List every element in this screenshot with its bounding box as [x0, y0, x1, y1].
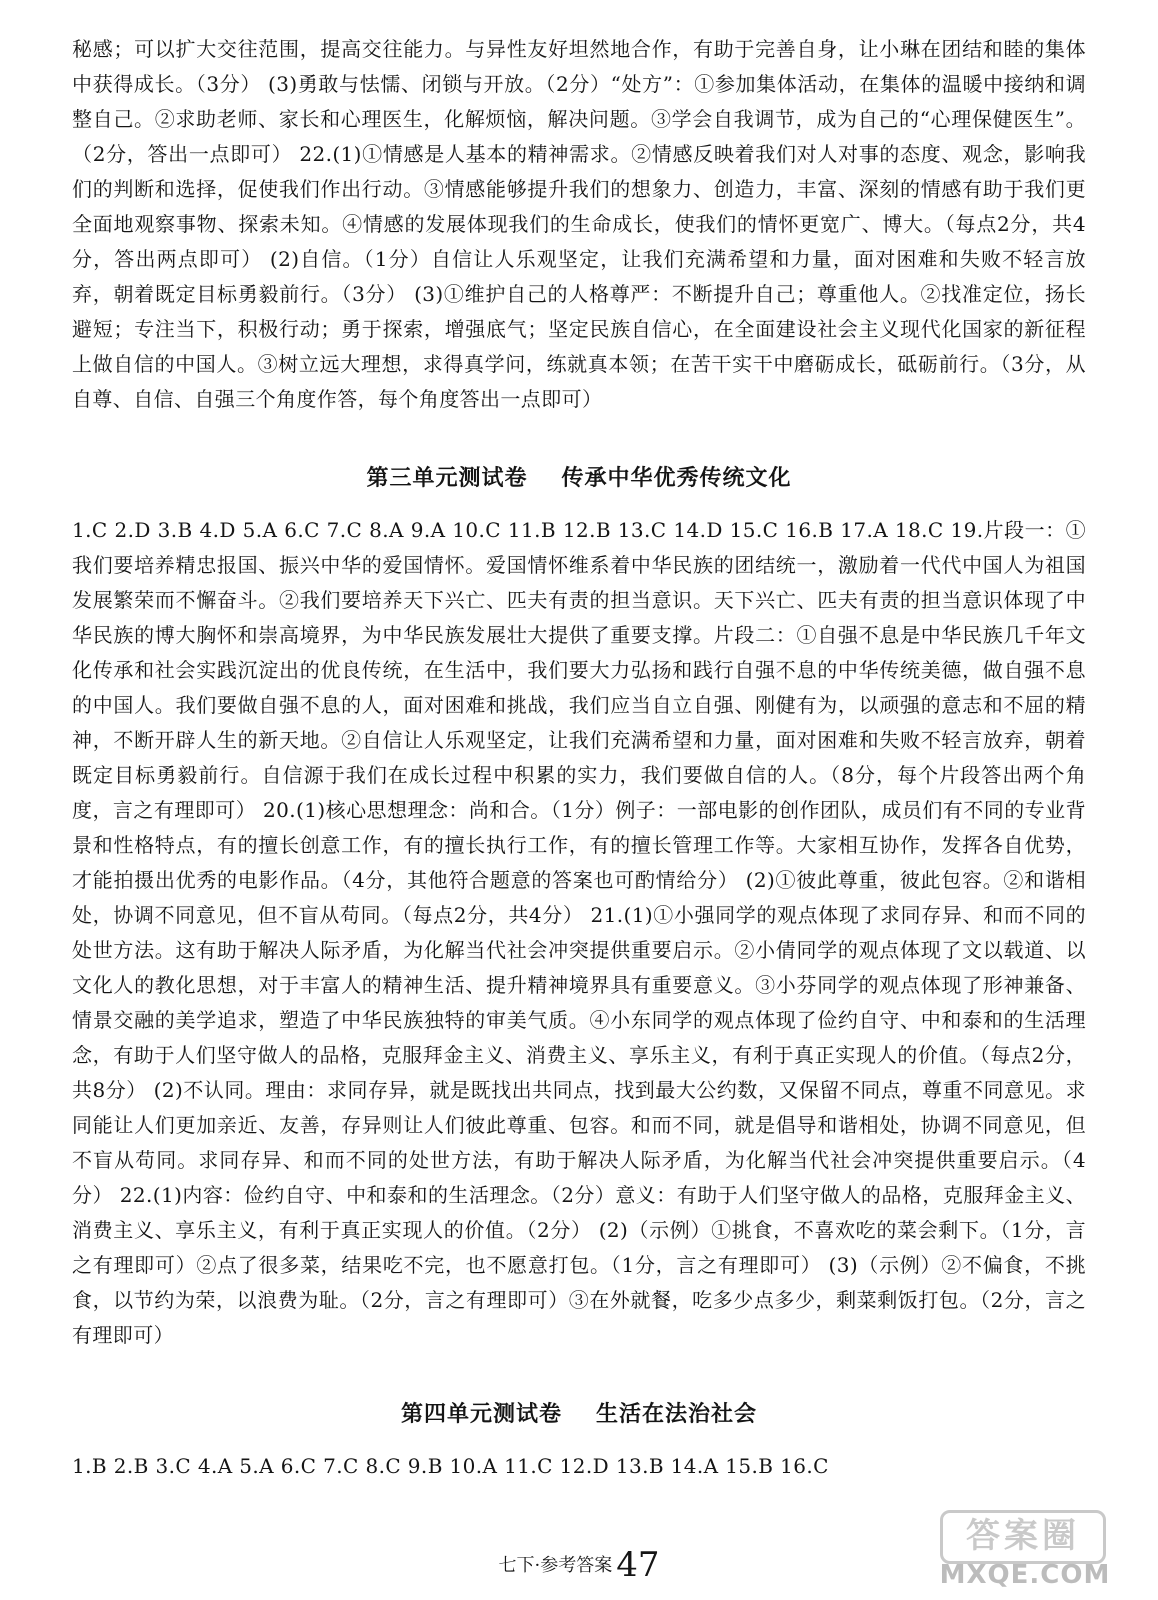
watermark-logo-text: 答案圈: [940, 1510, 1106, 1564]
section-title-unit4: [0, 1397, 1158, 1428]
section-title-unit3-topic: 传承中华优秀传统文化: [561, 465, 792, 491]
section-title-unit4-topic: 生活在法治社会: [596, 1401, 758, 1427]
watermark-logo: [930, 1510, 1120, 1592]
footer-label: 七下·参考答案: [498, 1555, 613, 1576]
page-number: 47: [616, 1545, 660, 1585]
answer-paragraph-unit2-continued: 秘感；可以扩大交往范围，提高交往能力。与异性友好坦然地合作，有助于完善自身，让小琳在团结和睦的集体中获得成长。（3分） (3)勇敢与怯懦、闭锁与开放。（2分）“处方”：①参加集体活动，在集体的温暖中接纳和调整自己。②求助老师、家长和心理医生，化解烦恼，解决问题。③学会自我调节，成为自己的“心理保健医生”。（2分，答出一点即可） 22.(1)①情感是人基本的精神需求。②情感反映着我们对人对事的态度、观念，影响我们的判断和选择，促使我们作出行动。③情感能够提升我们的想象力、创造力，丰富、深刻的情感有助于我们更全面地观察事物、探索未知。④情感的发展体现我们的生命成长，使我们的情怀更宽广、博大。（每点2分，共4分，答出两点即可） (2)自信。（1分）自信让人乐观坚定，让我们充满希望和力量，面对困难和失败不轻言放弃，朝着既定目标勇毅前行。（3分） (3)①维护自己的人格尊严：不断提升自己；尊重他人。②找准定位，扬长避短；专注当下，积极行动；勇于探索，增强底气；坚定民族自信心，在全面建设社会主义现代化国家的新征程上做自信的中国人。③树立远大理想，求得真学问，练就真本领；在苦干实干中磨砺成长，砥砺前行。（3分，从自尊、自信、自强三个角度作答，每个角度答出一点即可）: [72, 37, 1086, 411]
section-title-unit3-label: 第三单元测试卷: [366, 465, 528, 491]
watermark-domain: MXQE.COM: [939, 1560, 1111, 1590]
section-title-unit4-label: 第四单元测试卷: [400, 1401, 562, 1427]
answer-paragraph-unit3: 1.C 2.D 3.B 4.D 5.A 6.C 7.C 8.A 9.A 10.C 11.B 12.B 13.C 14.D 15.C 16.B 17.A 18.C 19.片段一：①我们要培养精忠报国、振兴中华的爱国情怀。爱国情怀维系着中华民族的团结统一，激励着一代代中国人为祖国发展繁荣而不懈奋斗。②我们要培养天下兴亡、匹夫有责的担当意识。天下兴亡、匹夫有责的担当意识体现了中华民族的博大胸怀和崇高境界，为中华民族发展壮大提供了重要支撑。片段二：①自强不息是中华民族几千年文化传承和社会实践沉淀出的优良传统，在生活中，我们要大力弘扬和践行自强不息的中华传统美德，做自强不息的中国人。我们要做自强不息的人，面对困难和挑战，我们应当自立自强、刚健有为，以顽强的意志和不屈的精神，不断开辟人生的新天地。②自信让人乐观坚定，让我们充满希望和力量，面对困难和失败不轻言放弃，朝着既定目标勇毅前行。自信源于我们在成长过程中积累的实力，我们要做自信的人。（8分，每个片段答出两个角度，言之有理即可） 20.(1)核心思想理念：尚和合。（1分）例子：一部电影的创作团队，成员们有不同的专业背景和性格特点，有的擅长创意工作，有的擅长执行工作，有的擅长管理工作等。大家相互协作，发挥各自优势，才能拍摄出优秀的电影作品。（4分，其他符合题意的答案也可酌情给分） (2)①彼此尊重，彼此包容。②和谐相处，协调不同意见，但不盲从苟同。（每点2分，共4分） 21.(1)①小强同学的观点体现了求同存异、和而不同的处世方法。这有助于解决人际矛盾，为化解当代社会冲突提供重要启示。②小倩同学的观点体现了文以载道、以文化人的教化思想，对于丰富人的精神生活、提升精神境界具有重要意义。③小芬同学的观点体现了形神兼备、情景交融的美学追求，塑造了中华民族独特的审美气质。④小东同学的观点体现了俭约自守、中和泰和的生活理念，有助于人们坚守做人的品格，克服拜金主义、消费主义、享乐主义，有利于真正实现人的价值。（每点2分，共8分） (2)不认同。理由：求同存异，就是既找出共同点，找到最大公约数，又保留不同点，尊重不同意见。求同能让人们更加亲近、友善，存异则让人们彼此尊重、包容。和而不同，就是倡导和谐相处，协调不同意见，但不盲从苟同。求同存异、和而不同的处世方法，有助于解决人际矛盾，为化解当代社会冲突提供重要启示。（4分） 22.(1)内容：俭约自守、中和泰和的生活理念。（2分）意义：有助于人们坚守做人的品格，克服拜金主义、消费主义、享乐主义，有利于真正实现人的价值。（2分） (2)（示例）①挑食，不喜欢吃的菜会剩下。（1分，言之有理即可）②点了很多菜，结果吃不完，也不愿意打包。（1分，言之有理即可） (3)（示例）②不偏食，不挑食，以节约为荣，以浪费为耻。（2分，言之有理即可）③在外就餐，吃多少点多少，剩菜剩饭打包。（2分，言之有理即可）: [72, 518, 1086, 1347]
section-title-unit3: [0, 461, 1158, 492]
answer-paragraph-unit4: 1.B 2.B 3.C 4.A 5.A 6.C 7.C 8.C 9.B 10.A 11.C 12.D 13.B 14.A 15.B 16.C: [72, 1454, 829, 1478]
